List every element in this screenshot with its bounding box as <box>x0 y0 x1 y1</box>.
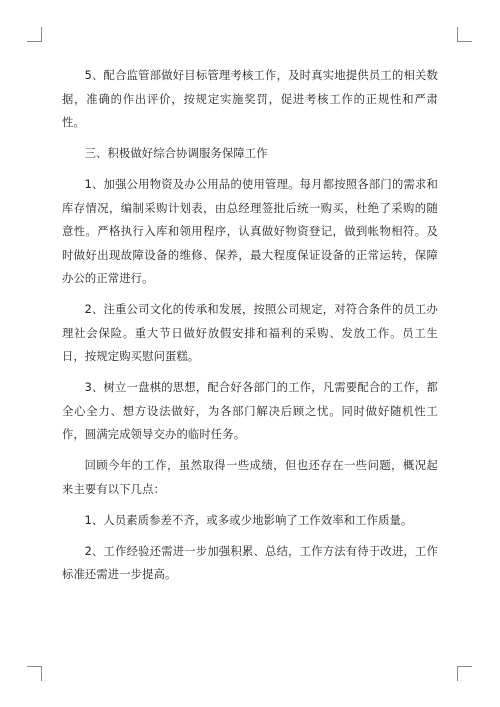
paragraph-issue-1: 1、人员素质参差不齐，或多或少地影响了工作效率和工作质量。 <box>84 513 413 527</box>
paragraph-issue-2: 2、工作经验还需进一步加强积累、总结，工作方法有待于改进，工作标准还需进一步提高。 <box>62 544 438 581</box>
crop-mark-bottom-right <box>457 666 472 681</box>
crop-mark-top-right <box>457 27 472 42</box>
crop-mark-top-left <box>27 27 42 42</box>
paragraph-review: 回顾今年的工作，虽然取得一些成绩，但也还存在一些问题，概况起来主要有以下几点： <box>62 459 438 496</box>
paragraph-item-5: 5、配合监管部做好目标管理考核工作，及时真实地提供员工的相关数据，准确的作出评价，按规定实施奖罚，促进考核工作的正规性和严肃性。 <box>62 69 438 129</box>
paragraph-item-1: 1、加强公用物资及办公用品的使用管理。每月都按照各部门的需求和库存情况，编制采购计划表，由总经理签批后统一购买，杜绝了采购的随意性。严格执行入库和领用程序，认真做好物资登记，做到帐物相符。及时做好出现故障设备的维修、保养，最大程度保证设备的正常运转，保障办公的正常进行。 <box>62 178 438 285</box>
paragraph-item-3: 3、树立一盘棋的思想，配合好各部门的工作，凡需要配合的工作，都全心全力、想方设法做好，为各部门解决后顾之忧。同时做好随机性工作，圆满完成领导交办的临时任务。 <box>62 381 438 441</box>
document-body <box>62 64 438 594</box>
section-heading-3: 三、积极做好综合协调服务保障工作 <box>84 147 268 160</box>
paragraph-item-2: 2、注重公司文化的传承和发展，按照公司规定，对符合条件的员工办理社会保险。重大节日做好放假安排和福利的采购、发放工作。员工生日，按规定购买慰问蛋糕。 <box>62 303 438 363</box>
crop-mark-bottom-left <box>27 666 42 681</box>
